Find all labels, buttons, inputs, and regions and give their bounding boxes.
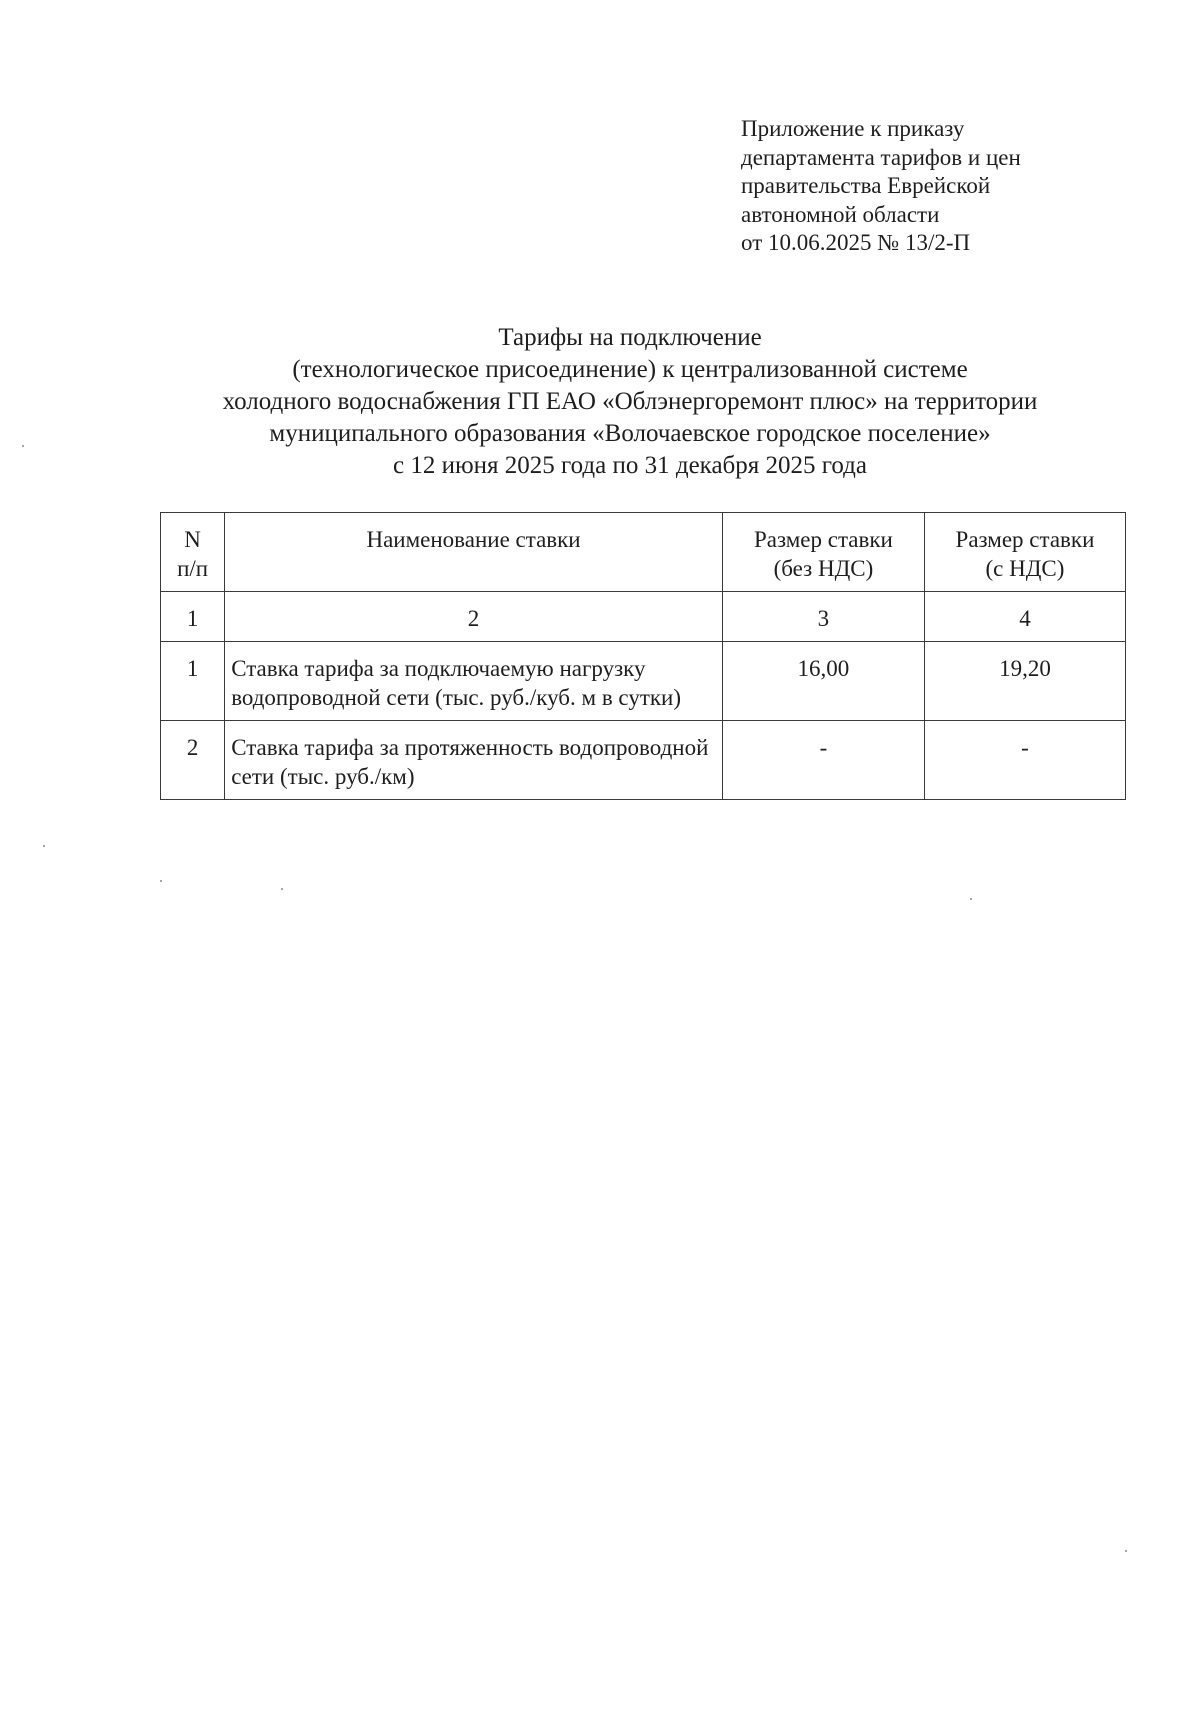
header-rate-vat: Размер ставки (с НДС): [924, 513, 1125, 592]
row-num: 2: [161, 721, 225, 800]
document-title: [130, 322, 1130, 482]
appendix-line: правительства Еврейской: [741, 173, 991, 198]
scan-speck: [281, 888, 283, 890]
row-num: 1: [161, 642, 225, 721]
row-name: Ставка тарифа за протяженность водопроводной сети (тыс. руб./км): [225, 721, 723, 800]
scan-speck: [160, 880, 162, 882]
scan-speck: [1125, 1550, 1127, 1552]
row-name: Ставка тарифа за подключаемую нагрузку водопроводной сети (тыс. руб./куб. м в сутки): [225, 642, 723, 721]
title-line: (технологическое присоединение) к централизованной системе: [292, 356, 968, 383]
appendix-block: [741, 115, 1021, 258]
scan-speck: [970, 898, 972, 900]
table-header-row: [161, 513, 1126, 592]
tariff-table: [160, 512, 1126, 800]
column-index-row: [161, 592, 1126, 642]
row-rate-vat: -: [924, 721, 1125, 800]
table-row: [161, 721, 1126, 800]
column-index-cell: 3: [722, 592, 924, 642]
title-line: холодного водоснабжения ГП ЕАО «Облэнергоремонт плюс» на территории: [222, 388, 1038, 415]
header-rate-no-vat: Размер ставки (без НДС): [722, 513, 924, 592]
column-index-cell: 1: [161, 592, 225, 642]
column-index-cell: 2: [225, 592, 723, 642]
header-num: N п/п: [161, 513, 225, 592]
row-rate-vat: 19,20: [924, 642, 1125, 721]
appendix-line: Приложение к приказу: [741, 116, 965, 141]
appendix-line: департамента тарифов и цен: [741, 144, 1021, 170]
scan-speck: [22, 445, 24, 447]
title-line: Тарифы на подключение: [498, 324, 762, 351]
title-line: с 12 июня 2025 года по 31 декабря 2025 года: [392, 452, 867, 479]
row-rate-no-vat: -: [722, 721, 924, 800]
table-row: [161, 642, 1126, 721]
scan-speck: [43, 845, 45, 847]
header-name: Наименование ставки: [225, 513, 723, 592]
column-index-cell: 4: [924, 592, 1125, 642]
row-rate-no-vat: 16,00: [722, 642, 924, 721]
title-line: муниципального образования «Волочаевское городское поселение»: [269, 420, 991, 447]
appendix-line: автономной области: [741, 201, 940, 227]
appendix-line: от 10.06.2025 № 13/2-П: [741, 230, 971, 255]
